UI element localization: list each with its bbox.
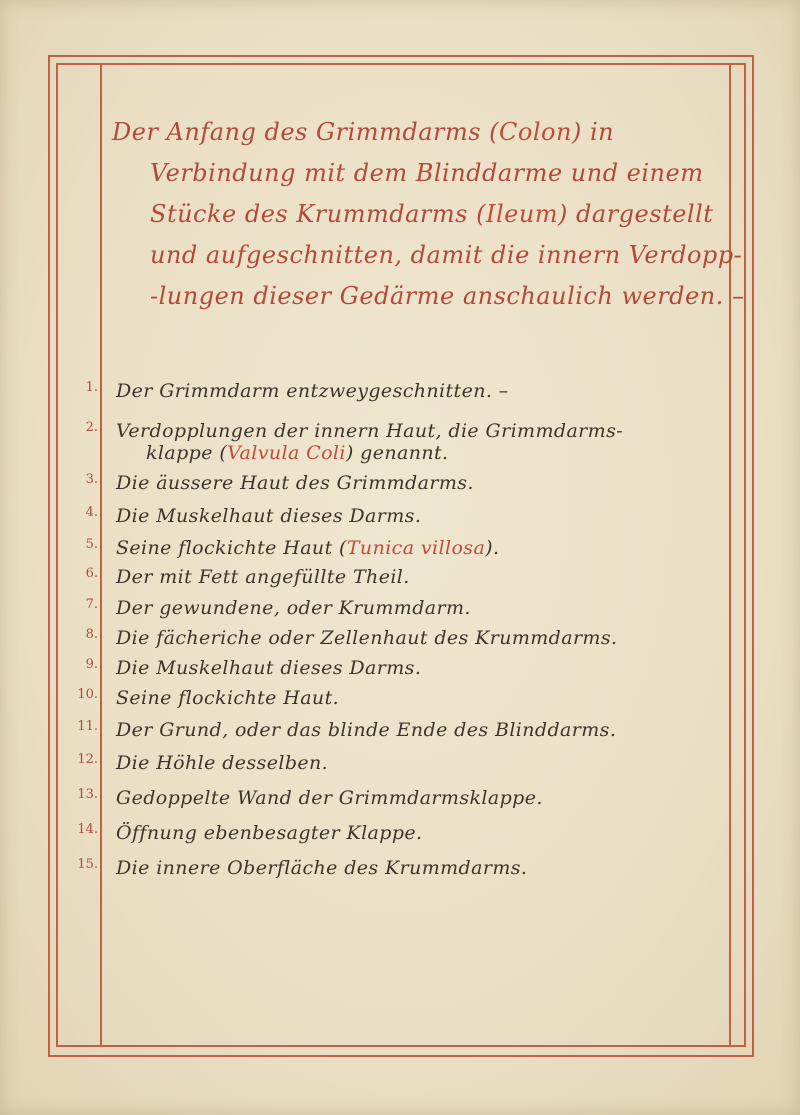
entry-continuation: klappe (Valvula Coli) genannt. [146,442,449,464]
latin-term: Valvula Coli [227,442,346,464]
heading-latin-ileum: Ileum [485,200,559,228]
border-inner-right [744,63,746,1047]
entry-number: 14. [77,822,98,837]
entry-text: Der gewundene, oder Krummdarm. [116,597,471,619]
entry-number: 4. [85,505,98,520]
entry-number: 15. [77,857,98,872]
entry-text: Die Muskelhaut dieses Darms. [116,657,422,679]
heading-line-4: und aufgeschnitten, damit die innern Verdopp- [150,241,743,269]
entry-number: 12. [77,752,98,767]
entry-text: Die äussere Haut des Grimmdarms. [116,472,474,494]
entry-number: 13. [77,787,98,802]
entry-text: Öffnung ebenbesagter Klappe. [116,822,423,844]
heading-line-1: Der Anfang des Grimmdarms (Colon) in [112,118,615,146]
border-inner-bottom [56,1045,746,1047]
entry-number: 5. [85,537,98,552]
entry-number: 10. [77,687,98,702]
entry-number: 9. [85,657,98,672]
page-heading [112,112,745,317]
heading-line-2: Verbindung mit dem Blinddarme und einem [150,159,704,187]
entry-text: Seine flockichte Haut. [116,687,340,709]
entry-number: 3. [85,472,98,487]
entry-text: Verdopplungen der innern Haut, die Grimmdarms- klappe (Valvula Coli) genannt. [116,420,624,464]
entry-number: 2. [85,420,98,435]
entry-number: 11. [77,719,98,734]
entry-text: Der mit Fett angefüllte Theil. [116,566,410,588]
border-outer-top [48,55,754,57]
margin-rule-right [729,63,731,1047]
entry-number: 7. [85,597,98,612]
entry-text: Die Höhle desselben. [116,752,329,774]
entry-text: Die Muskelhaut dieses Darms. [116,505,422,527]
border-outer-bottom [48,1055,754,1057]
entry-number: 8. [85,627,98,642]
heading-latin-colon: Colon [499,118,572,146]
entry-text: Der Grimmdarm entzweygeschnitten. – [116,380,509,402]
entry-number: 6. [85,566,98,581]
heading-line-5: -lungen dieser Gedärme anschaulich werden. – [150,282,745,310]
entry-text: Gedoppelte Wand der Grimmdarmsklappe. [116,787,543,809]
entry-text: Der Grund, oder das blinde Ende des Blinddarms. [116,719,617,741]
border-inner-left [56,63,58,1047]
margin-rule-left [100,63,102,1047]
latin-term: Tunica villosa [346,537,486,559]
border-outer-right [752,55,754,1057]
border-outer-left [48,55,50,1057]
entry-number: 1. [85,380,98,395]
entry-text: Die innere Oberfläche des Krummdarms. [116,857,528,879]
entry-text: Die fächeriche oder Zellenhaut des Krummdarms. [116,627,618,649]
border-inner-top [56,63,746,65]
entry-text: Seine flockichte Haut (Tunica villosa). [116,537,500,559]
heading-line-3: Stücke des Krummdarms (Ileum) dargestellt [150,200,714,228]
